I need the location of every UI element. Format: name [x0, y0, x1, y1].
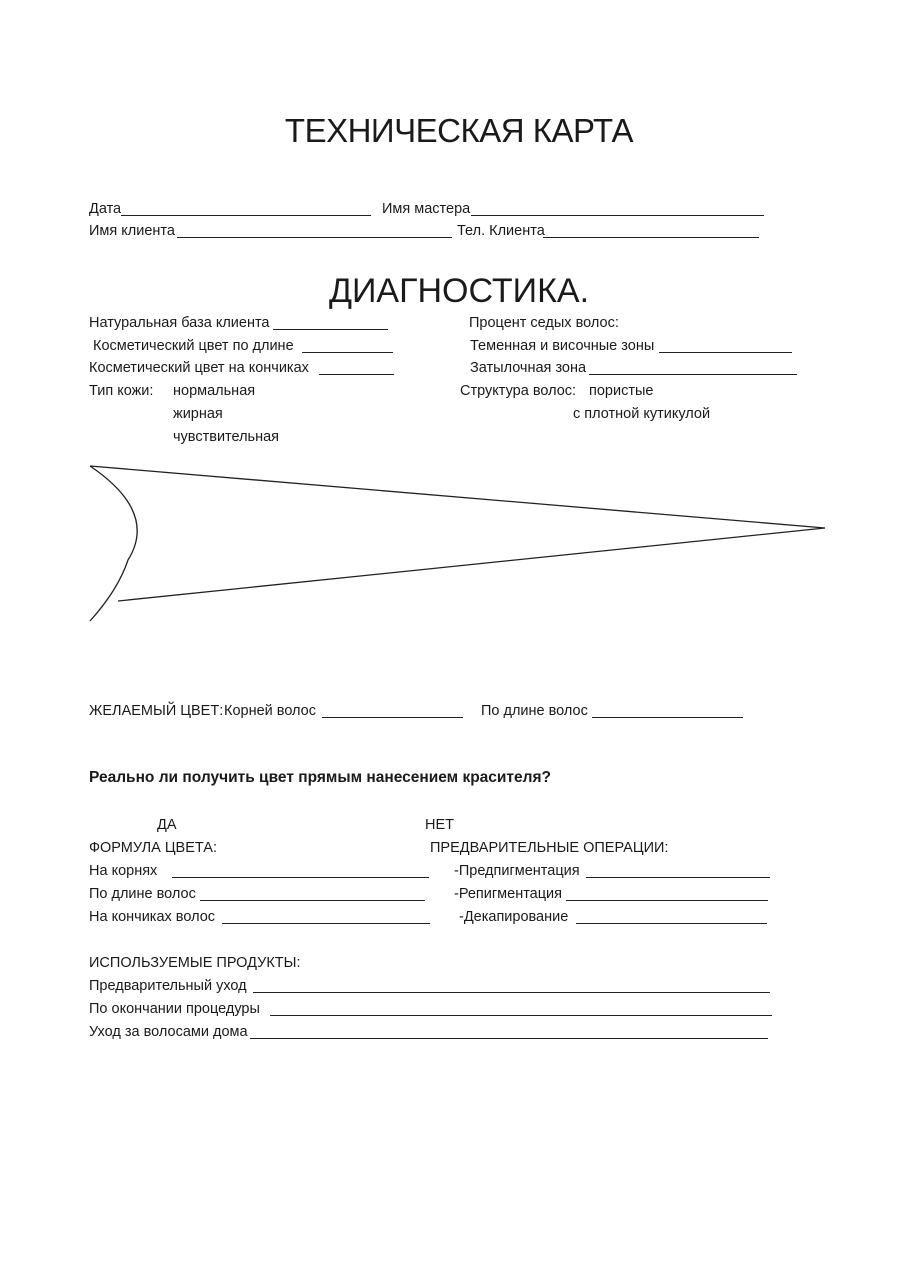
desired-color-label: ЖЕЛАЕМЫЙ ЦВЕТ: [89, 703, 224, 719]
grey-percent-label: Процент седых волос: [469, 315, 619, 331]
formula-length-label: По длине волос [89, 886, 196, 902]
strand-top-edge [90, 466, 825, 528]
answer-yes[interactable]: ДА [157, 817, 177, 833]
strand-bottom-edge [118, 528, 825, 601]
natural-base-field[interactable] [273, 329, 388, 330]
decapping-label: -Декапирование [459, 909, 569, 925]
client-phone-label: Тел. Клиента [457, 223, 545, 239]
formula-roots-label: На корнях [89, 863, 158, 879]
natural-base-label: Натуральная база клиента [89, 315, 270, 331]
occipital-field[interactable] [589, 374, 797, 375]
desired-roots-label: Корней волос [224, 703, 316, 719]
repigmentation-field[interactable] [566, 900, 768, 901]
master-label: Имя мастера [382, 201, 471, 217]
pre-care-label: Предварительный уход [89, 978, 247, 994]
repigmentation-label: -Репигментация [454, 886, 563, 902]
master-field[interactable] [471, 215, 764, 216]
occipital-label: Затылочная зона [470, 360, 587, 376]
formula-length-field[interactable] [200, 900, 425, 901]
decapping-field[interactable] [576, 923, 767, 924]
page-title: ТЕХНИЧЕСКАЯ КАРТА [284, 112, 634, 149]
client-name-label: Имя клиента [89, 223, 175, 239]
skin-type-label: Тип кожи: [89, 383, 154, 399]
desired-roots-field[interactable] [322, 717, 463, 718]
cosmetic-tips-field[interactable] [319, 374, 394, 375]
home-care-label: Уход за волосами дома [89, 1024, 248, 1040]
cosmetic-tips-label: Косметический цвет на кончиках [89, 360, 309, 376]
direct-dye-question: Реально ли получить цвет прямым нанесением красителя? [89, 769, 552, 786]
structure-option[interactable]: с плотной кутикулой [573, 406, 711, 422]
crown-temple-field[interactable] [659, 352, 792, 353]
products-title: ИСПОЛЬЗУЕМЫЕ ПРОДУКТЫ: [89, 955, 301, 971]
desired-length-label: По длине волос [481, 703, 588, 719]
date-field[interactable] [121, 215, 371, 216]
after-procedure-field[interactable] [270, 1015, 772, 1016]
formula-roots-field[interactable] [172, 877, 429, 878]
pre-care-field[interactable] [253, 992, 770, 993]
formula-title: ФОРМУЛА ЦВЕТА: [89, 840, 217, 856]
date-label: Дата [89, 201, 122, 217]
prepigmentation-label: -Предпигментация [454, 863, 580, 879]
home-care-field[interactable] [250, 1038, 768, 1039]
skin-type-option[interactable]: чувствительная [173, 429, 280, 445]
structure-option[interactable]: пористые [589, 383, 654, 399]
diagnostics-title: ДИАГНОСТИКА. [328, 272, 590, 310]
after-procedure-label: По окончании процедуры [89, 1001, 260, 1017]
structure-label: Структура волос: [460, 383, 577, 399]
formula-tips-field[interactable] [222, 923, 430, 924]
answer-no[interactable]: НЕТ [425, 817, 454, 833]
prepigmentation-field[interactable] [586, 877, 770, 878]
skin-type-option[interactable]: жирная [173, 406, 223, 422]
cosmetic-length-field[interactable] [302, 352, 393, 353]
client-name-field[interactable] [177, 237, 452, 238]
client-phone-field[interactable] [543, 237, 759, 238]
cosmetic-length-label: Косметический цвет по длине [93, 338, 294, 354]
desired-length-field[interactable] [592, 717, 743, 718]
hair-root-arc [90, 466, 137, 621]
preliminary-title: ПРЕДВАРИТЕЛЬНЫЕ ОПЕРАЦИИ: [430, 840, 669, 856]
crown-temple-label: Теменная и височные зоны [470, 338, 655, 354]
formula-tips-label: На кончиках волос [89, 909, 216, 925]
skin-type-option[interactable]: нормальная [173, 383, 256, 399]
